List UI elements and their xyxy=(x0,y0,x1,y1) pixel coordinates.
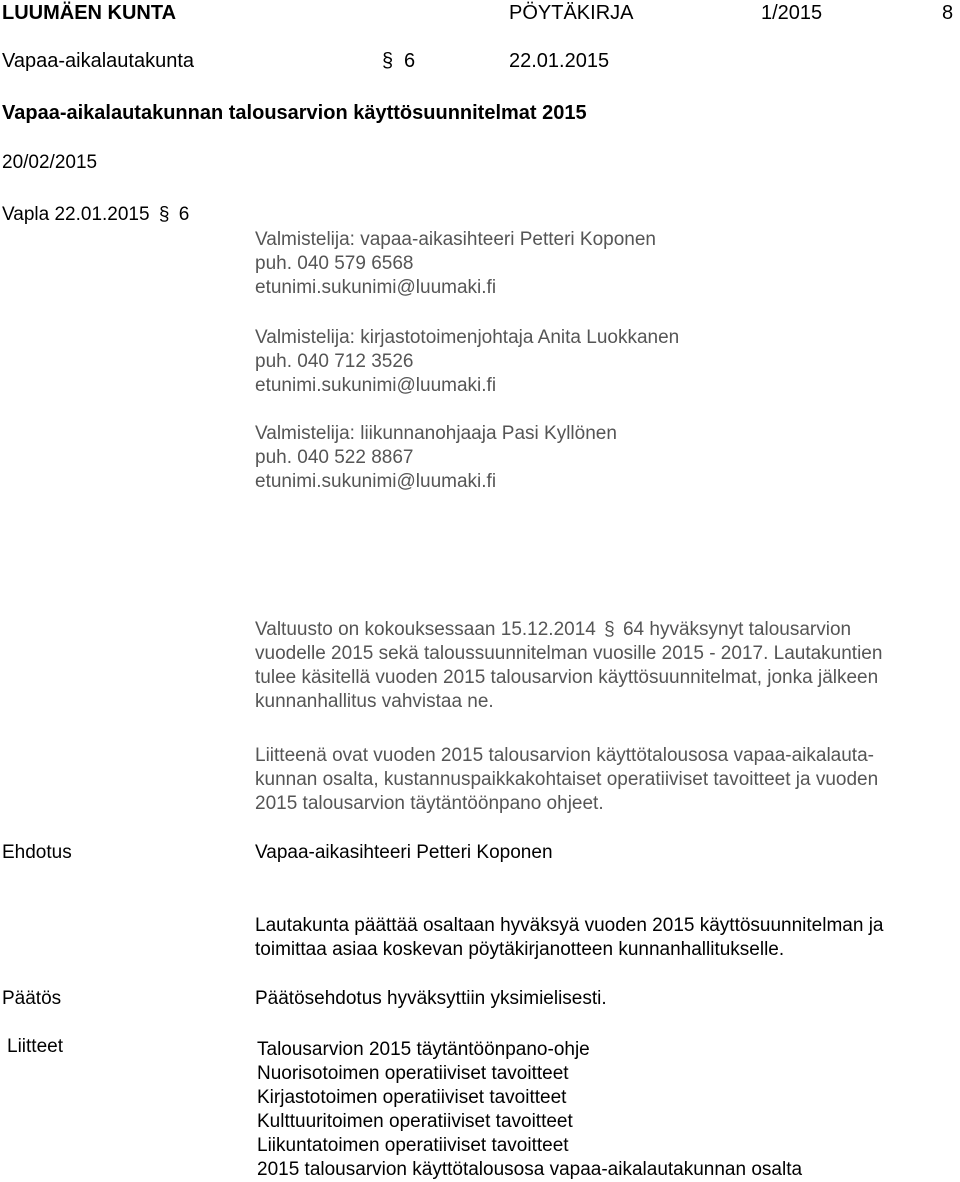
preparer-email: etunimi.sukunimi@luumaki.fi xyxy=(255,277,497,298)
document-type: PÖYTÄKIRJA xyxy=(509,2,634,24)
meeting-date: 22.01.2015 xyxy=(509,50,610,72)
body-line: kunnan osalta, kustannuspaikkakohtaiset operatiiviset tavoitteet ja vuoden xyxy=(255,769,879,790)
preparer-email: etunimi.sukunimi@luumaki.fi xyxy=(255,375,497,396)
proposal-text xyxy=(255,914,884,962)
organization-name: LUUMÄEN KUNTA xyxy=(2,2,177,24)
proposal-line: Lautakunta päättää osaltaan hyväksyä vuoden 2015 käyttösuunnitelman ja xyxy=(255,915,884,936)
document-number: 1/2015 xyxy=(761,2,823,24)
preparer-line: Valmistelija: vapaa-aikasihteeri Petteri Koponen xyxy=(255,229,656,250)
reference-text: Vapla 22.01.2015 xyxy=(2,204,150,225)
preparer-phone: puh. 040 522 8867 xyxy=(255,447,414,468)
reference-section-number: 6 xyxy=(178,204,190,225)
body-paragraph-1 xyxy=(255,618,882,714)
attachment-item: Nuorisotoimen operatiiviset tavoitteet xyxy=(257,1063,569,1084)
preparer-block-3 xyxy=(255,422,617,494)
proposal-line: toimittaa asiaa koskevan pöytäkirjanotteen kunnanhallitukselle. xyxy=(255,939,785,960)
attachments-list xyxy=(257,1038,802,1182)
attachment-item: 2015 talousarvion käyttötalousosa vapaa-aikalautakunnan osalta xyxy=(257,1159,803,1180)
preparer-line: Valmistelija: kirjastotoimenjohtaja Anita Luokkanen xyxy=(255,327,680,348)
preparer-email: etunimi.sukunimi@luumaki.fi xyxy=(255,471,497,492)
body-line: 2015 talousarvion täytäntöönpano ohjeet. xyxy=(255,793,604,814)
reference-section-symbol: § xyxy=(158,204,170,225)
preparer-block-2 xyxy=(255,326,679,398)
body-line: Valtuusto on kokouksessaan 15.12.2014 § 64 hyväksynyt talousarvion xyxy=(255,619,852,640)
previous-reference xyxy=(2,204,189,226)
section-symbol: § xyxy=(382,50,394,72)
attachments-label: Liitteet xyxy=(7,1036,63,1057)
attachment-item: Liikuntatoimen operatiiviset tavoitteet xyxy=(257,1135,569,1156)
committee-name: Vapaa-aikalautakunta xyxy=(2,50,194,72)
decision-text: Päätösehdotus hyväksyttiin yksimielisesti. xyxy=(255,988,607,1009)
attachment-item: Kirjastotoimen operatiiviset tavoitteet xyxy=(257,1087,567,1108)
attachment-item: Kulttuuritoimen operatiiviset tavoitteet xyxy=(257,1111,573,1132)
body-line: tulee käsitellä vuoden 2015 talousarvion käyttösuunnitelmat, jonka jälkeen xyxy=(255,667,879,688)
item-title: Vapaa-aikalautakunnan talousarvion käyttösuunnitelmat 2015 xyxy=(2,102,587,124)
page-number: 8 xyxy=(942,2,954,24)
proposal-label: Ehdotus xyxy=(2,842,72,863)
preparer-line: Valmistelija: liikunnanohjaaja Pasi Kyllönen xyxy=(255,423,617,444)
preparer-block-1 xyxy=(255,228,656,300)
body-line: kunnanhallitus vahvistaa ne. xyxy=(255,691,494,712)
preparer-phone: puh. 040 579 6568 xyxy=(255,253,414,274)
body-paragraph-2 xyxy=(255,744,878,816)
decision-label: Päätös xyxy=(2,988,62,1009)
attachment-item: Talousarvion 2015 täytäntöönpano-ohje xyxy=(257,1039,590,1060)
section-symbol: § xyxy=(604,619,615,640)
preparer-phone: puh. 040 712 3526 xyxy=(255,351,414,372)
body-line: vuodelle 2015 sekä taloussuunnitelman vuosille 2015 - 2017. Lautakuntien xyxy=(255,643,883,664)
record-number: 20/02/2015 xyxy=(2,152,98,173)
body-line: Liitteenä ovat vuoden 2015 talousarvion käyttötalousosa vapaa-aikalauta- xyxy=(255,745,874,766)
section-number: 6 xyxy=(404,50,416,72)
proposer: Vapaa-aikasihteeri Petteri Koponen xyxy=(255,842,553,863)
